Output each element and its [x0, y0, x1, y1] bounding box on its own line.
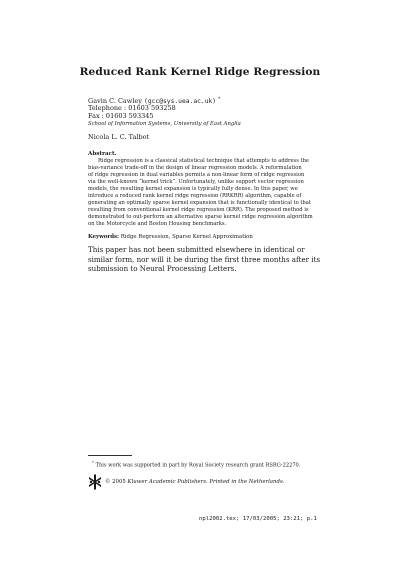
author1-fax: Fax : 01603 593345 — [88, 112, 154, 120]
footnote — [92, 460, 300, 469]
abstract-line: of ridge regression in dual variables permits a non-linear form of ridge regression — [88, 171, 305, 178]
abstract-line: resulting from conventional kernel ridge regression (KRR). The proposed method is — [88, 206, 309, 213]
keywords-label: Keywords: — [88, 234, 119, 240]
kluwer-logo-icon — [88, 474, 102, 490]
abstract-line: introduce a reduced rank kernel ridge regression (RRKRR) algorithm, capable of — [88, 192, 302, 199]
abstract-body — [88, 158, 340, 228]
abstract-heading: Abstract. — [88, 151, 117, 157]
author1-email: (gcc@sys.uea.ac.uk) — [144, 98, 217, 106]
page-footer: npl2002.tex; 17/03/2005; 23:21; p.1 — [199, 516, 317, 522]
abstract-line: on the Motorcycle and Boston Housing benchmarks. — [88, 220, 227, 227]
abstract-line: demonstrated to out-perform an alternative sparse kernel ridge regression algorithm — [88, 213, 313, 220]
abstract-line: via the well-known “kernel trick”. Unfortunately, unlike support vector regression — [88, 178, 304, 185]
keywords — [88, 234, 253, 240]
abstract-line: models, the resulting kernel expansion is typically fully dense. In this paper, we — [88, 185, 298, 192]
paper-title: Reduced Rank Kernel Ridge Regression — [79, 66, 321, 78]
author1-telephone: Telephone : 01603 593258 — [88, 104, 176, 112]
footnote-marker: * — [92, 460, 94, 465]
abstract-line: bias-variance trade-off in the design of linear regression models. A reformulation — [88, 164, 302, 171]
author2-name: Nicola L. C. Talbot — [88, 133, 150, 141]
author1-name: Gavin C. Cawley — [88, 97, 142, 106]
submission-note: This paper has not been submitted elsewhere in identical or similar form, nor will it be during the first three months after its submission to Neural Processing Letters. — [88, 245, 321, 274]
author1-affiliation: School of Information Systems, University of East Anglia — [88, 121, 241, 127]
keywords-text: Ridge Regression, Sparse Kernel Approximation — [120, 234, 253, 240]
copyright: © 2005 — [105, 479, 126, 485]
abstract-line: generating an optimally sparse kernel expansion that is functionally identical to that — [88, 199, 311, 206]
abstract-line: Ridge regression is a classical statistical technique that attempts to address the — [98, 158, 310, 164]
publisher-line — [105, 479, 284, 485]
footnote-rule — [88, 455, 132, 456]
publisher-text: Kluwer Academic Publishers. Printed in the Netherlands. — [127, 479, 285, 485]
footnote-text: This work was supported in part by Royal Society research grant RSRG-22270. — [95, 462, 301, 469]
author1-footnote-marker: * — [218, 97, 221, 102]
